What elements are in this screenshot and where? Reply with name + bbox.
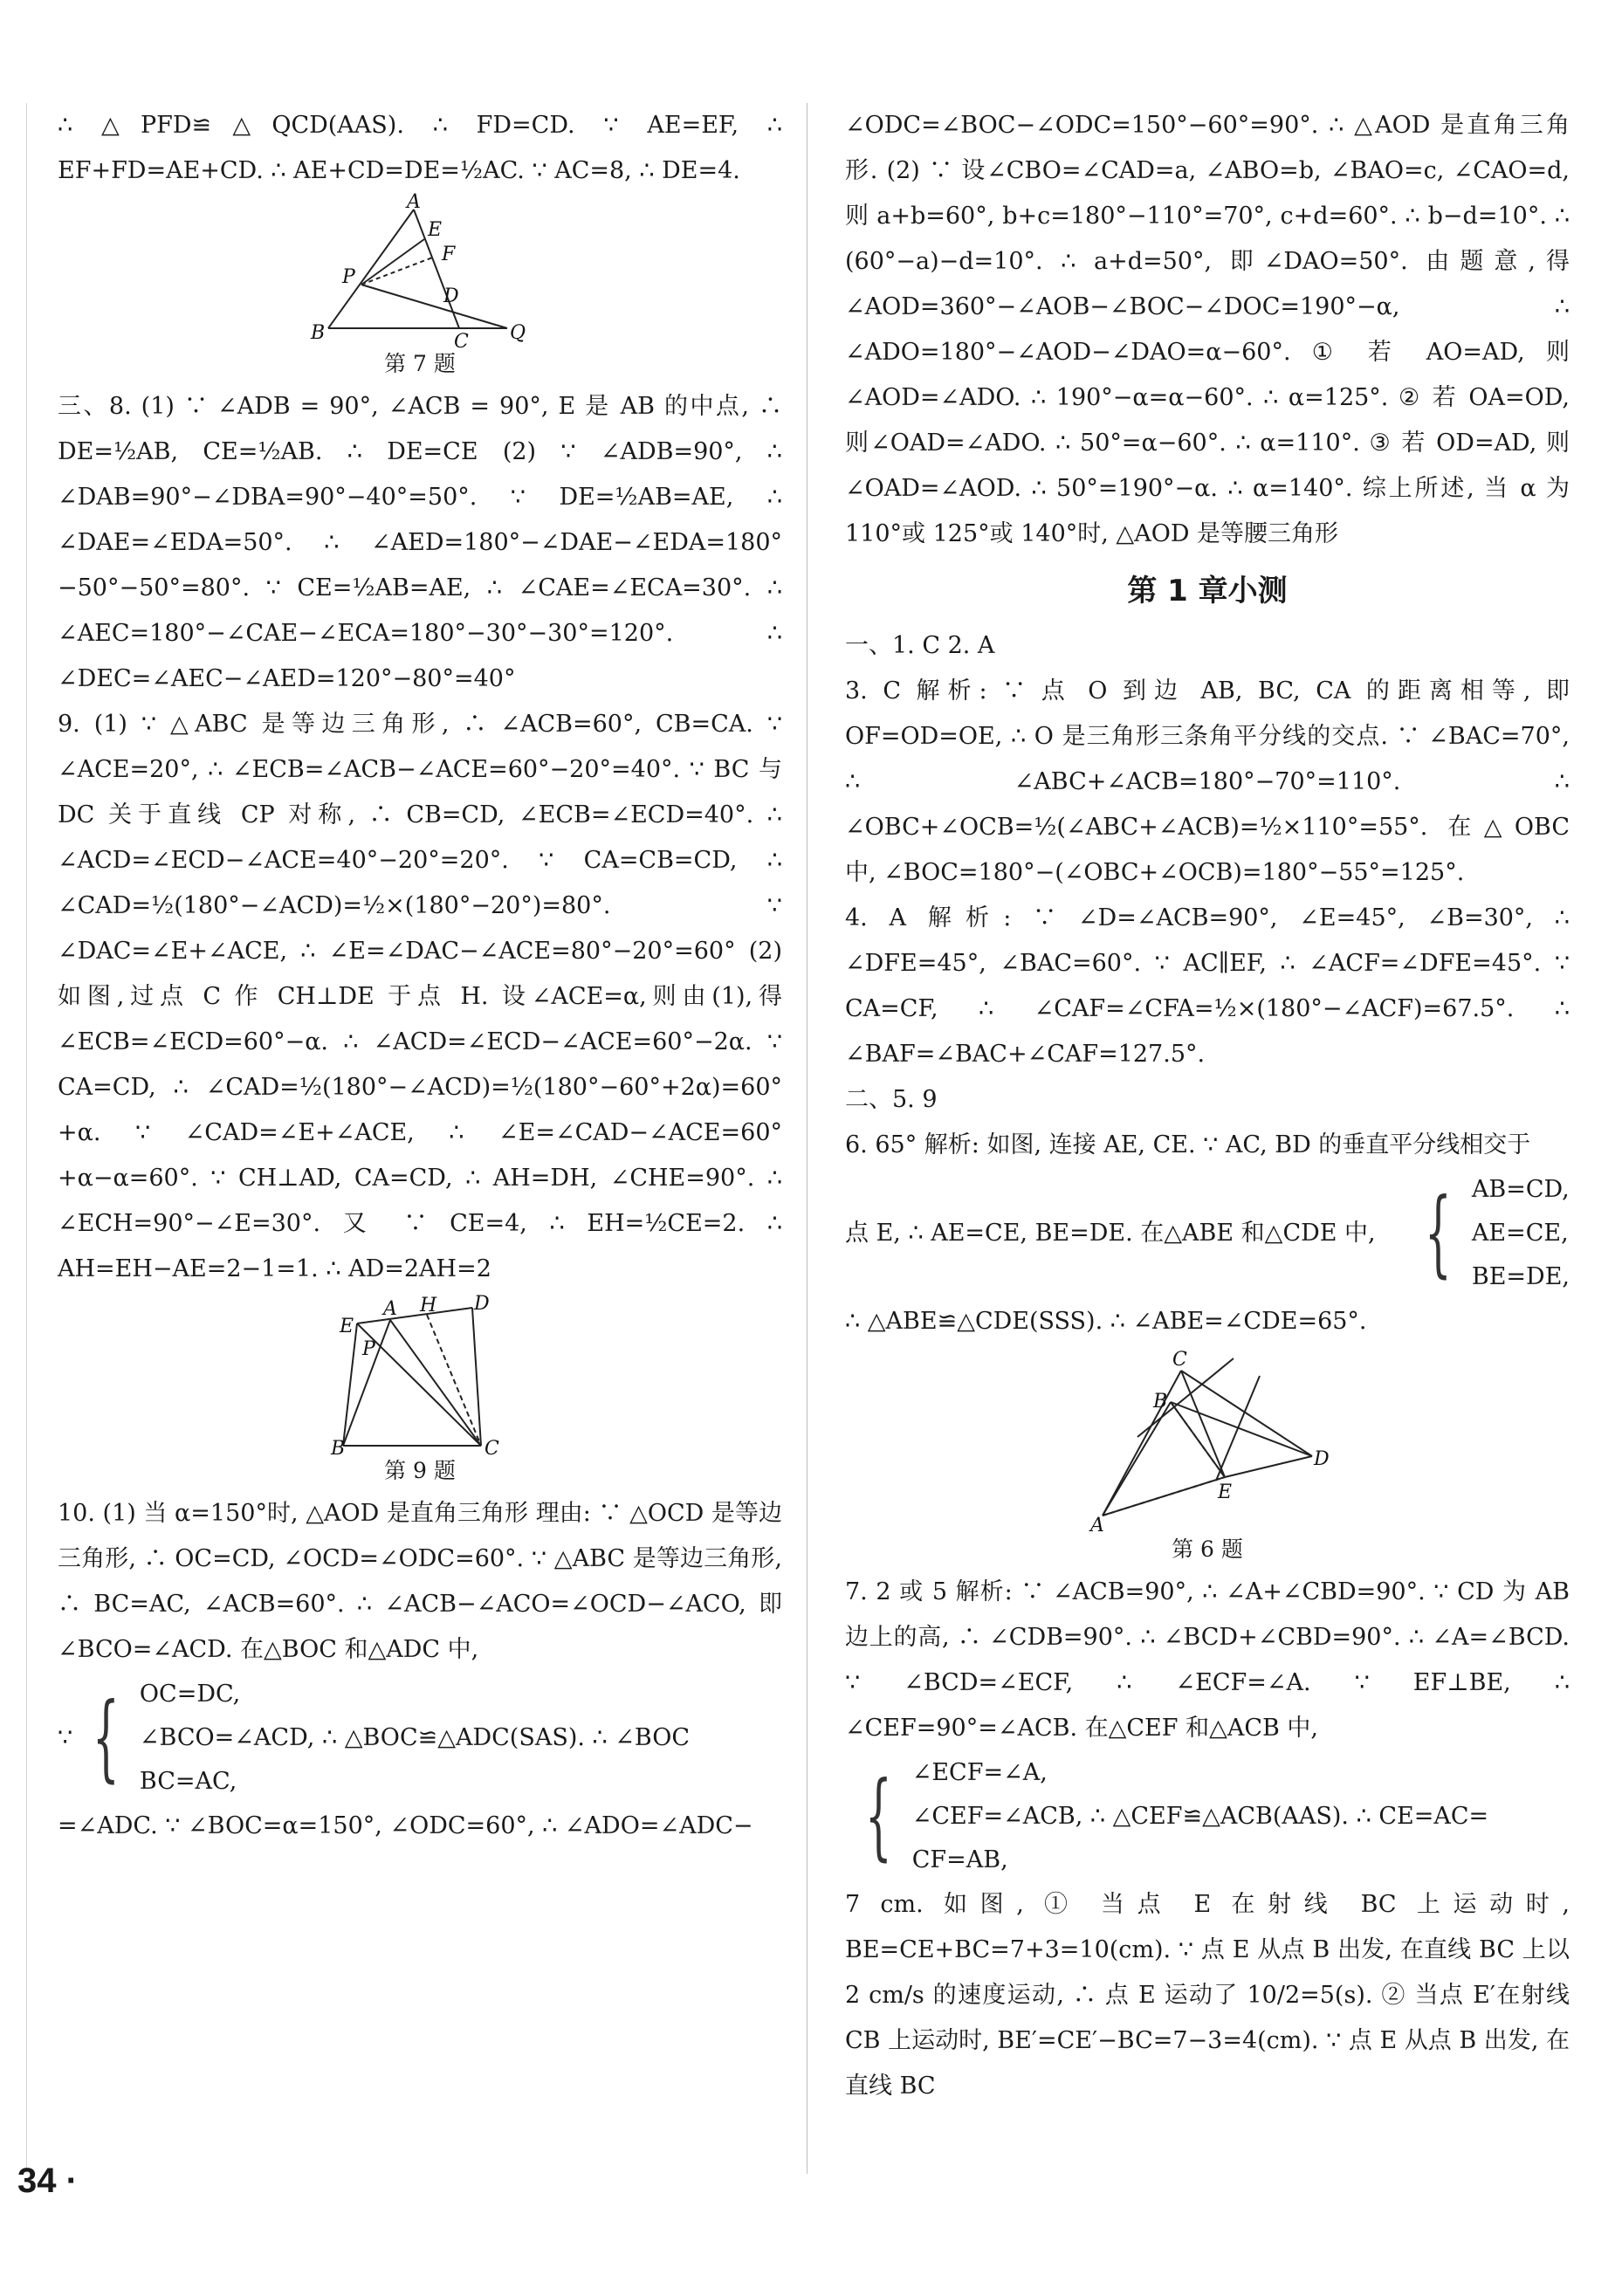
q10-cond-3: BC=AC, xyxy=(139,1768,237,1795)
q6-cond-2: AE=CE, xyxy=(1471,1220,1569,1247)
figure-9 xyxy=(58,1293,782,1486)
fig6-label-c: C xyxy=(1172,1349,1187,1371)
q9-answer: 9. (1) ∵ △ABC 是等边三角形, ∴ ∠ACB=60°, CB=CA. ∵ ∠ACE=20°, ∴ ∠ECB=∠ACB−∠ACE=60°−20°=40°. ∵ BC 与 DC 关于直线 CP 对称, ∴ CB=CD, ∠ECB=∠ECD=40°. ∴ ∠ACD=∠ECD−∠ACE=40°−20°=20°. ∵ CA=CB=CD, ∴ ∠CAD=½(180°−∠ACD)=½×(180°−20°)=80°. ∵ ∠DAC=∠E+∠ACE, ∴ ∠E=∠DAC−∠ACE=80°−20°=60° (2) 如图,过点 C 作 CH⊥DE 于点 H. 设∠ACE=α,则由(1),得∠ECB=∠ECD=60°−α. ∴ ∠ACD=∠ECD−∠ACE=60°−2α. ∵ CA=CD, ∴ ∠CAD=½(180°−∠ACD)=½(180°−60°+2α)=60°+α. ∵ ∠CAD=∠E+∠ACE, ∴ ∠E=∠CAD−∠ACE=60°+α−α=60°. ∵ CH⊥AD, CA=CD, ∴ AH=DH, ∠CHE=90°. ∴ ∠ECH=90°−∠E=30°. 又 ∵ CE=4, ∴ EH=½CE=2. ∴ AH=EH−AE=2−1=1. ∴ AD=2AH=2 xyxy=(58,711,782,1282)
fig7-label-f: F xyxy=(442,244,456,265)
figure-6 xyxy=(845,1350,1570,1564)
fig7-label-q: Q xyxy=(510,322,526,344)
q6-lead: 点 E, ∴ AE=CE, BE=DE. 在△ABE 和△CDE 中, xyxy=(845,1220,1376,1247)
fig9-label-a: A xyxy=(383,1298,397,1320)
q3-answer: 3. C 解析: ∵ 点 O 到边 AB, BC, CA 的距离相等, 即 OF=OD=OE, ∴ O 是三角形三条角平分线的交点. ∵ ∠BAC=70°, ∴ ∠ABC+∠ACB=180°−70°=110°. ∴ ∠OBC+∠OCB=½(∠ABC+∠ACB)=½×110°=55°. 在△OBC 中, ∠BOC=180°−(∠OBC+∠OCB)=180°−55°=125°. xyxy=(845,677,1570,886)
part1-answers: 一、1. C 2. A xyxy=(845,632,995,659)
brace-symbol: { xyxy=(864,1762,892,1871)
q7-cond-2: ∠CEF=∠ACB, ∴ △CEF≌△ACB(AAS). ∴ CE=AC= xyxy=(911,1803,1489,1830)
fig6-label-e: E xyxy=(1218,1481,1233,1503)
section-title: 第 1 章小测 xyxy=(1127,574,1288,608)
q10-cond-2-text: ∠BCO=∠ACD, xyxy=(139,1724,315,1751)
fig9-label-d: D xyxy=(474,1293,490,1315)
right-column xyxy=(845,103,1570,2109)
page-number: 34 · xyxy=(17,2162,78,2200)
q10-brace-system xyxy=(58,1673,782,1804)
figure-9-caption: 第 9 题 xyxy=(384,1458,456,1483)
q10-cond-2 xyxy=(140,1716,690,1760)
q6-intro: 6. 65° 解析: 如图, 连接 AE, CE. ∵ AC, BD 的垂直平分线相交于 xyxy=(845,1131,1531,1158)
fig9-label-c: C xyxy=(484,1438,499,1460)
fig6-label-b: B xyxy=(1153,1391,1168,1413)
part2-answers: 二、5. 9 xyxy=(845,1086,938,1113)
brace-symbol: { xyxy=(93,1683,120,1792)
fig7-label-b: B xyxy=(311,322,326,344)
q10-continued: ∠ODC=∠BOC−∠ODC=150°−60°=90°. ∴ △AOD 是直角三角形. (2) ∵ 设∠CBO=∠CAD=a, ∠ABO=b, ∠BAO=c, ∠CAO=d, 则 a+b=60°, b+c=180°−110°=70°, c+d=60°. ∴ b−d=10°. ∴ (60°−a)−d=10°. ∴ a+d=50°, 即∠DAO=50°. 由题意,得∠AOD=360°−∠AOB−∠BOC−∠DOC=190°−α, ∴ ∠ADO=180°−∠AOD−∠DAO=α−60°. ① 若 AO=AD, 则∠AOD=∠ADO. ∴ 190°−α=α−60°. ∴ α=125°. ② 若 OA=OD, 则∠OAD=∠ADO. ∴ 50°=α−60°. ∴ α=110°. ③ 若 OD=AD, 则∠OAD=∠AOD. ∴ 50°=190°−α. ∴ α=140°. 综上所述, 当 α 为 110°或 125°或 140°时, △AOD 是等腰三角形 xyxy=(845,112,1570,547)
q7-conditions xyxy=(912,1751,1488,1882)
q7-end: 7 cm. 如图, ① 当点 E 在射线 BC 上运动时, BE=CE+BC=7+3=10(cm). ∵ 点 E 从点 B 出发, 在直线 BC 上以 2 cm/s 的速度运动, ∴ 点 E 运动了 10/2=5(s). ② 当点 E′在射线 CB 上运动时, BE′=CE′−BC=7−3=4(cm). ∵ 点 E 从点 B 出发, 在直线 BC xyxy=(845,1891,1570,2100)
figure-7-diagram xyxy=(311,191,529,353)
fig7-label-e: E xyxy=(428,219,443,241)
q6-brace-system xyxy=(845,1168,1570,1299)
q6-cond-1: AB=CD, xyxy=(1471,1176,1570,1203)
left-edge-rule xyxy=(26,103,27,2174)
fig6-label-d: D xyxy=(1314,1448,1330,1470)
q7-cond-3: CF=AB, xyxy=(911,1846,1008,1873)
q10-because: ∵ xyxy=(58,1724,73,1751)
q10-end: =∠ADC. ∵ ∠BOC=α=150°, ∠ODC=60°, ∴ ∠ADO=∠ADC− xyxy=(58,1812,753,1839)
fig7-label-a: A xyxy=(407,191,421,213)
q6-cond-3: BE=DE, xyxy=(1471,1263,1570,1290)
fig7-label-p: P xyxy=(342,266,355,288)
q6-end: ∴ △ABE≌△CDE(SSS). ∴ ∠ABE=∠CDE=65°. xyxy=(845,1308,1367,1335)
q7-brace-system xyxy=(845,1751,1570,1882)
q6-conditions xyxy=(1472,1168,1570,1299)
q7-conclusion: ∴ △PFD≌△QCD(AAS). ∴ FD=CD. ∵ AE=EF, ∴ EF+FD=AE+CD. ∴ AE+CD=DE=½AC. ∵ AC=8, ∴ DE=4. xyxy=(58,112,782,184)
q7-cond-1: ∠ECF=∠A, xyxy=(911,1759,1048,1786)
left-column xyxy=(58,103,782,1849)
q8-answer: 三、8. (1) ∵ ∠ADB = 90°, ∠ACB = 90°, E 是 AB 的中点, ∴ DE=½AB, CE=½AB. ∴ DE=CE (2) ∵ ∠ADB=90°, ∴ ∠DAB=90°−∠DBA=90°−40°=50°. ∵ DE=½AB=AE, ∴ ∠DAE=∠EDA=50°. ∴ ∠AED=180°−∠DAE−∠EDA=180°−50°−50°=80°. ∵ CE=½AB=AE, ∴ ∠CAE=∠ECA=30°. ∴ ∠AEC=180°−∠CAE−∠ECA=180°−30°−30°=120°. ∴ ∠DEC=∠AEC−∠AED=120°−80°=40° xyxy=(58,393,782,692)
fig9-label-p: P xyxy=(362,1338,375,1360)
q4-answer: 4. A 解析: ∵ ∠D=∠ACB=90°, ∠E=45°, ∠B=30°, ∴ ∠DFE=45°, ∠BAC=60°. ∵ AC∥EF, ∴ ∠ACF=∠DFE=45°. ∵ CA=CF, ∴ ∠CAF=∠CFA=½×(180°−∠ACF)=67.5°. ∴ ∠BAF=∠BAC+∠CAF=127.5°. xyxy=(845,904,1570,1068)
figure-6-caption: 第 6 题 xyxy=(1172,1536,1243,1562)
q10-conditions xyxy=(140,1673,690,1804)
fig7-label-d: D xyxy=(443,285,459,307)
fig6-label-a: A xyxy=(1090,1515,1104,1536)
figure-6-diagram xyxy=(1085,1349,1330,1536)
fig7-label-c: C xyxy=(454,331,469,353)
column-divider xyxy=(807,103,808,2174)
q10-cond-1: OC=DC, xyxy=(139,1681,241,1708)
fig9-label-h: H xyxy=(420,1295,437,1316)
q10-intro: 10. (1) 当 α=150°时, △AOD 是直角三角形 理由: ∵ △OCD 是等边三角形, ∴ OC=CD, ∠OCD=∠ODC=60°. ∵ △ABC 是等边三角形, ∴ BC=AC, ∠ACB=60°. ∴ ∠ACB−∠ACO=∠OCD−∠ACO, 即∠BCO=∠ACD. 在△BOC 和△ADC 中, xyxy=(58,1500,782,1663)
fig9-label-b: B xyxy=(331,1438,346,1460)
fig9-label-e: E xyxy=(340,1316,354,1337)
brace-symbol: { xyxy=(1425,1179,1452,1288)
figure-7-caption: 第 7 题 xyxy=(384,351,456,376)
q10-cond-2-tail: ∴ △BOC≌△ADC(SAS). ∴ ∠BOC xyxy=(321,1724,691,1751)
q7-intro: 7. 2 或 5 解析: ∵ ∠ACB=90°, ∴ ∠A+∠CBD=90°. ∵ CD 为 AB 边上的高, ∴ ∠CDB=90°. ∴ ∠BCD+∠CBD=90°. ∴ ∠A=∠BCD. ∵ ∠BCD=∠ECF, ∴ ∠ECF=∠A. ∵ EF⊥BE, ∴ ∠CEF=90°=∠ACB. 在△CEF 和△ACB 中, xyxy=(845,1578,1570,1742)
figure-9-diagram xyxy=(331,1293,507,1460)
figure-7 xyxy=(58,191,782,379)
